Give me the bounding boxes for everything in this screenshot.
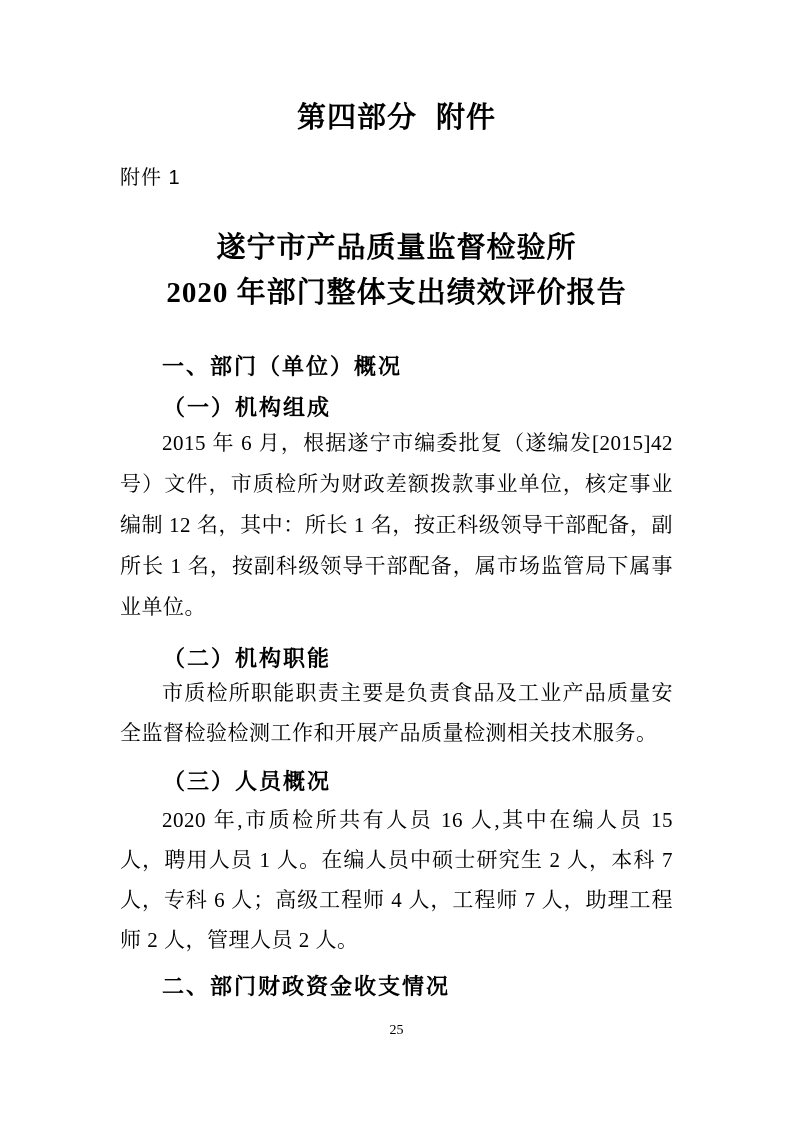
section-1-heading: 一、部门（单位）概况 — [162, 354, 403, 379]
part-title: 第四部分 附件 — [296, 102, 497, 134]
subsection-2-heading: （二）机构职能 — [163, 646, 332, 671]
report-title-line1: 遂宁市产品质量监督检验所 — [216, 232, 577, 264]
report-title — [60, 226, 733, 316]
org-composition-paragraph: 2015 年 6 月，根据遂宁市编委批复（遂编发[2015]42 号）文件，市质检所为财政差额拨款事业单位，核定事业编制 12 名，其中：所长 1 名，按正科级领导干部配备，副所长 1 名，按副科级领导干部配备，属市场监管局下属事业单位。 — [120, 431, 673, 619]
page-number: 25 — [389, 1023, 404, 1038]
org-function-paragraph: 市质检所职能职责主要是负责食品及工业产品质量安全监督检验检测工作和开展产品质量检测相关技术服务。 — [120, 681, 673, 745]
report-title-line2: 2020 年部门整体支出绩效评价报告 — [166, 277, 627, 309]
staff-overview-paragraph: 2020 年,市质检所共有人员 16 人,其中在编人员 15 人，聘用人员 1 人。在编人员中硕士研究生 2 人，本科 7 人，专科 6 人；高级工程师 4 人，工程师 7 人，助理工程师 2 人，管理人员 2 人。 — [120, 808, 673, 952]
subsection-3-heading: （三）人员概况 — [163, 769, 332, 794]
subsection-1-heading: （一）机构组成 — [163, 395, 332, 420]
section-2-heading: 二、部门财政资金收支情况 — [162, 974, 451, 999]
attachment-label: 附件 1 — [120, 167, 181, 189]
